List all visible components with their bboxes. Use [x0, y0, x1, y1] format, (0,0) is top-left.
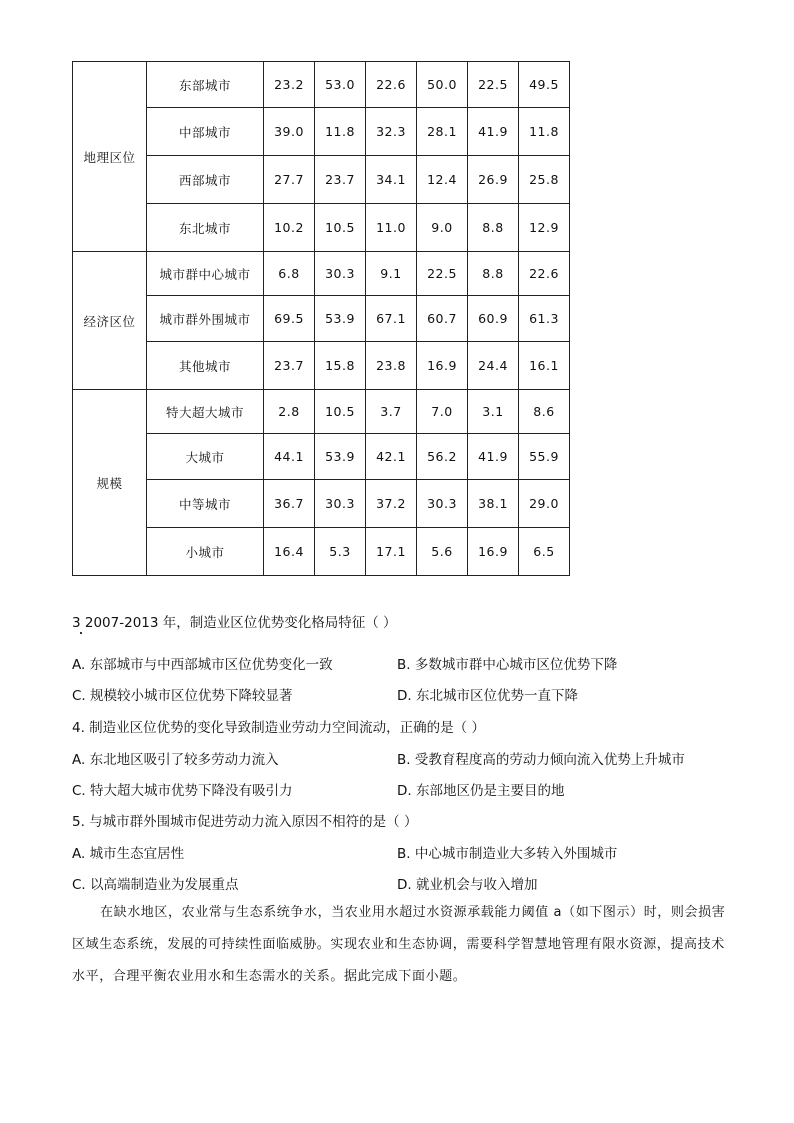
- question-5-option-c: C. 以高端制造业为发展重点: [72, 877, 239, 893]
- table-cell: 8.8: [468, 252, 519, 296]
- table-cell: 11.8: [315, 108, 366, 156]
- row-label: 中等城市: [147, 480, 264, 528]
- table-cell: 30.3: [315, 480, 366, 528]
- data-table: [72, 61, 570, 576]
- question-5-option-a: A. 城市生态宜居性: [72, 846, 185, 862]
- table-cell: 42.1: [366, 434, 417, 480]
- table-cell: 23.2: [264, 62, 315, 108]
- table-row: [73, 390, 570, 434]
- question-4-option-d: D. 东部地区仍是主要目的地: [397, 783, 565, 799]
- table-cell: 11.0: [366, 204, 417, 252]
- question-4-option-c: C. 特大超大城市优势下降没有吸引力: [72, 783, 293, 799]
- table-cell: 10.2: [264, 204, 315, 252]
- table-cell: 16.9: [417, 342, 468, 390]
- table-row: [73, 204, 570, 252]
- table-cell: 50.0: [417, 62, 468, 108]
- table-cell: 10.5: [315, 390, 366, 434]
- question-5-option-b: B. 中心城市制造业大多转入外围城市: [397, 846, 618, 862]
- table-cell: 24.4: [468, 342, 519, 390]
- group-label: 地理区位: [73, 62, 147, 252]
- question-3-option-c: C. 规模较小城市区位优势下降较显著: [72, 688, 293, 704]
- table-cell: 6.8: [264, 252, 315, 296]
- table-cell: 11.8: [519, 108, 570, 156]
- table-cell: 17.1: [366, 528, 417, 576]
- question-3-stem: 3 2007-2013 年，制造业区位优势变化格局特征（ ）: [72, 615, 397, 631]
- table-cell: 10.5: [315, 204, 366, 252]
- table-cell: 22.6: [519, 252, 570, 296]
- table-cell: 3.1: [468, 390, 519, 434]
- table-cell: 27.7: [264, 156, 315, 204]
- question-3-option-d: D. 东北城市区位优势一直下降: [397, 688, 578, 704]
- table-cell: 55.9: [519, 434, 570, 480]
- question-4-option-a: A. 东北地区吸引了较多劳动力流入: [72, 752, 279, 768]
- table-cell: 5.6: [417, 528, 468, 576]
- table-cell: 41.9: [468, 108, 519, 156]
- table-cell: 38.1: [468, 480, 519, 528]
- table-cell: 53.0: [315, 62, 366, 108]
- table-cell: 6.5: [519, 528, 570, 576]
- table-cell: 22.5: [417, 252, 468, 296]
- table-cell: 29.0: [519, 480, 570, 528]
- table-cell: 16.4: [264, 528, 315, 576]
- table-row: [73, 342, 570, 390]
- row-label: 东部城市: [147, 62, 264, 108]
- row-label: 城市群外围城市: [147, 296, 264, 342]
- table-cell: 41.9: [468, 434, 519, 480]
- table-cell: 9.0: [417, 204, 468, 252]
- table-cell: 53.9: [315, 434, 366, 480]
- table-cell: 9.1: [366, 252, 417, 296]
- table-cell: 16.9: [468, 528, 519, 576]
- table-row: [73, 156, 570, 204]
- question-5-stem: 5. 与城市群外围城市促进劳动力流入原因不相符的是（ ）: [72, 814, 418, 830]
- stray-dot: [80, 632, 82, 634]
- table-cell: 69.5: [264, 296, 315, 342]
- table-row: [73, 480, 570, 528]
- table-cell: 67.1: [366, 296, 417, 342]
- table-cell: 12.4: [417, 156, 468, 204]
- table-cell: 12.9: [519, 204, 570, 252]
- table-row: [73, 296, 570, 342]
- table-cell: 28.1: [417, 108, 468, 156]
- table-cell: 30.3: [315, 252, 366, 296]
- table-cell: 30.3: [417, 480, 468, 528]
- table-cell: 56.2: [417, 434, 468, 480]
- group-label: 经济区位: [73, 252, 147, 390]
- table-cell: 53.9: [315, 296, 366, 342]
- table-cell: 37.2: [366, 480, 417, 528]
- question-5-option-d: D. 就业机会与收入增加: [397, 877, 538, 893]
- table-cell: 23.7: [264, 342, 315, 390]
- table-row: [73, 528, 570, 576]
- table-cell: 7.0: [417, 390, 468, 434]
- table-cell: 49.5: [519, 62, 570, 108]
- row-label: 西部城市: [147, 156, 264, 204]
- table-row: [73, 62, 570, 108]
- table-cell: 23.8: [366, 342, 417, 390]
- passage-paragraph: 在缺水地区，农业常与生态系统争水，当农业用水超过水资源承载能力阈值 a（如下图示）时，则会损害区域生态系统，发展的可持续性面临威胁。实现农业和生态协调，需要科学智慧地管理有限水资源，提高技术水平，合理平衡农业用水和生态需水的关系。据此完成下面小题。: [72, 905, 726, 984]
- table-cell: 3.7: [366, 390, 417, 434]
- row-label: 城市群中心城市: [147, 252, 264, 296]
- table-cell: 36.7: [264, 480, 315, 528]
- table-cell: 61.3: [519, 296, 570, 342]
- table-cell: 22.5: [468, 62, 519, 108]
- table-cell: 5.3: [315, 528, 366, 576]
- table-cell: 23.7: [315, 156, 366, 204]
- table-cell: 16.1: [519, 342, 570, 390]
- table-cell: 8.8: [468, 204, 519, 252]
- table-cell: 2.8: [264, 390, 315, 434]
- table-cell: 15.8: [315, 342, 366, 390]
- table-cell: 39.0: [264, 108, 315, 156]
- question-4-option-b: B. 受教育程度高的劳动力倾向流入优势上升城市: [397, 752, 685, 768]
- table-cell: 26.9: [468, 156, 519, 204]
- question-3-option-a: A. 东部城市与中西部城市区位优势变化一致: [72, 657, 333, 673]
- table-cell: 44.1: [264, 434, 315, 480]
- row-label: 中部城市: [147, 108, 264, 156]
- row-label: 特大超大城市: [147, 390, 264, 434]
- table-cell: 60.7: [417, 296, 468, 342]
- row-label: 大城市: [147, 434, 264, 480]
- row-label: 小城市: [147, 528, 264, 576]
- table-cell: 25.8: [519, 156, 570, 204]
- table-row: [73, 108, 570, 156]
- row-label: 东北城市: [147, 204, 264, 252]
- table-cell: 22.6: [366, 62, 417, 108]
- table-row: [73, 252, 570, 296]
- table-cell: 8.6: [519, 390, 570, 434]
- table-row: [73, 434, 570, 480]
- table-cell: 32.3: [366, 108, 417, 156]
- table-cell: 60.9: [468, 296, 519, 342]
- question-3-option-b: B. 多数城市群中心城市区位优势下降: [397, 657, 618, 673]
- table-cell: 34.1: [366, 156, 417, 204]
- row-label: 其他城市: [147, 342, 264, 390]
- group-label: 规模: [73, 390, 147, 576]
- question-4-stem: 4. 制造业区位优势的变化导致制造业劳动力空间流动，正确的是（ ）: [72, 720, 485, 736]
